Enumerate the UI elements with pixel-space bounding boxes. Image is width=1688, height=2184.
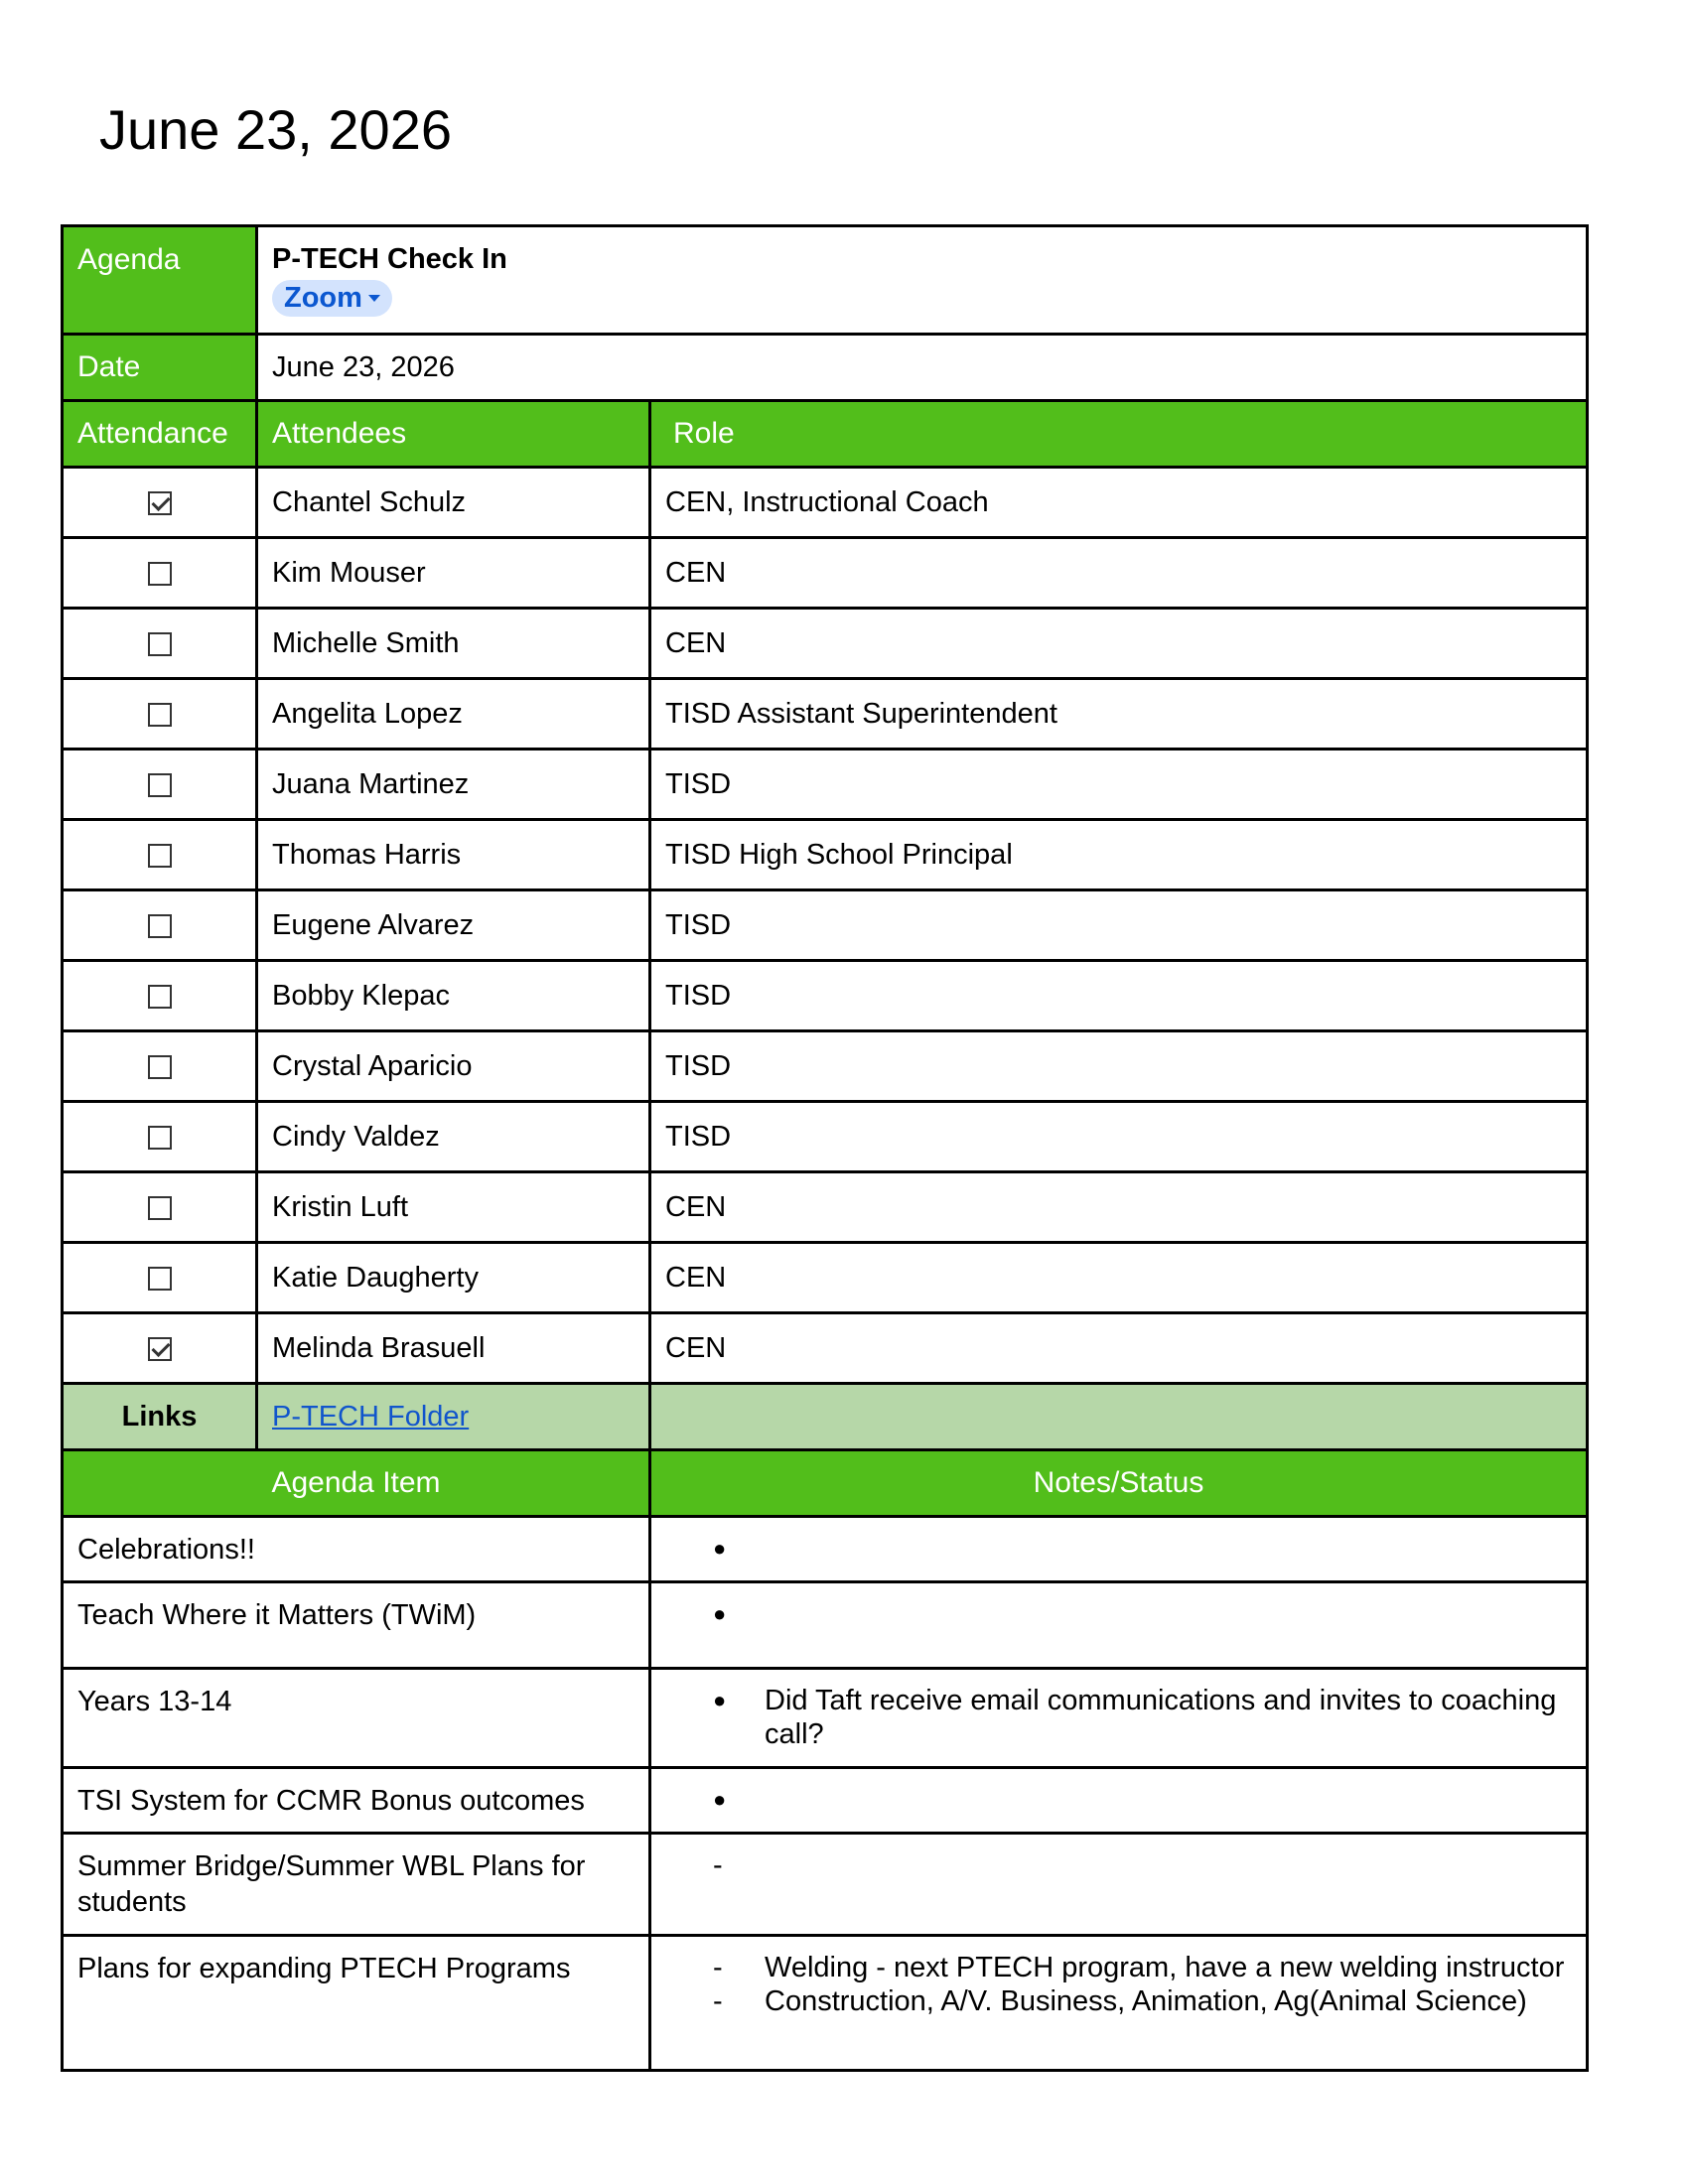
agenda-item-row — [63, 1582, 1588, 1669]
notes-list — [665, 1951, 1572, 2018]
attendance-cell — [63, 538, 257, 609]
agenda-label: Agenda — [63, 226, 257, 335]
links-empty-cell — [650, 1384, 1588, 1450]
agenda-item-label: Teach Where it Matters (TWiM) — [63, 1582, 650, 1669]
attendee-name: Michelle Smith — [257, 609, 650, 679]
attendance-cell — [63, 1243, 257, 1313]
attendance-cell — [63, 890, 257, 961]
attendee-row — [63, 609, 1588, 679]
attendance-cell — [63, 609, 257, 679]
bullet-icon: ● — [713, 1787, 727, 1812]
agenda-item-label: Summer Bridge/Summer WBL Plans for students — [63, 1834, 650, 1936]
attendee-role: CEN — [650, 1313, 1588, 1384]
agenda-item-row — [63, 1768, 1588, 1834]
checkbox-icon[interactable] — [148, 1055, 172, 1079]
attendance-cell — [63, 1313, 257, 1384]
attendance-header: Attendance — [63, 401, 257, 468]
note-item — [665, 1684, 1572, 1751]
attendance-header-row — [63, 401, 1588, 468]
page-title: June 23, 2026 — [99, 98, 452, 161]
checkbox-icon[interactable] — [148, 844, 172, 868]
agenda-item-notes — [650, 1517, 1588, 1582]
agenda-item-notes — [650, 1936, 1588, 2071]
agenda-row — [63, 226, 1588, 335]
agenda-item-row — [63, 1669, 1588, 1768]
attendee-role: CEN — [650, 1243, 1588, 1313]
note-item — [665, 1984, 1572, 2018]
agenda-item-notes — [650, 1768, 1588, 1834]
attendee-name: Thomas Harris — [257, 820, 650, 890]
attendee-row — [63, 961, 1588, 1031]
agenda-item-label: Celebrations!! — [63, 1517, 650, 1582]
attendee-name: Melinda Brasuell — [257, 1313, 650, 1384]
notes-list — [665, 1684, 1572, 1751]
links-cell — [257, 1384, 650, 1450]
attendee-role: TISD — [650, 1102, 1588, 1172]
checkbox-icon[interactable] — [148, 562, 172, 586]
attendee-role: TISD High School Principal — [650, 820, 1588, 890]
checkbox-icon[interactable] — [148, 1196, 172, 1220]
note-text: Did Taft receive email communications and invites to coaching call? — [765, 1685, 1557, 1750]
attendance-cell — [63, 750, 257, 820]
attendee-name: Chantel Schulz — [257, 468, 650, 538]
attendee-role: TISD Assistant Superintendent — [650, 679, 1588, 750]
attendee-row — [63, 1102, 1588, 1172]
agenda-item-notes — [650, 1582, 1588, 1669]
checked-checkbox-icon[interactable] — [148, 1337, 172, 1361]
date-value: June 23, 2026 — [257, 335, 1588, 401]
attendee-row — [63, 890, 1588, 961]
note-text: Construction, A/V. Business, Animation, Ag(Animal Science) — [765, 1985, 1527, 2017]
links-row — [63, 1384, 1588, 1450]
checkbox-icon[interactable] — [148, 914, 172, 938]
attendee-role: CEN, Instructional Coach — [650, 468, 1588, 538]
role-header: Role — [650, 401, 1588, 468]
attendee-role: TISD — [650, 1031, 1588, 1102]
date-row — [63, 335, 1588, 401]
links-label: Links — [63, 1384, 257, 1450]
note-text: Welding - next PTECH program, have a new welding instructor — [765, 1952, 1565, 1983]
attendee-row — [63, 820, 1588, 890]
chevron-down-icon — [368, 295, 380, 302]
agenda-item-notes — [650, 1834, 1588, 1936]
attendee-row — [63, 468, 1588, 538]
attendee-row — [63, 1313, 1588, 1384]
bullet-icon: ● — [713, 1688, 727, 1712]
zoom-chip[interactable] — [272, 280, 392, 317]
dash-icon: - — [713, 1952, 723, 1983]
items-header-row — [63, 1450, 1588, 1517]
zoom-chip-label: Zoom — [284, 282, 362, 314]
attendee-name: Crystal Aparicio — [257, 1031, 650, 1102]
note-item — [665, 1951, 1572, 1984]
agenda-item-header: Agenda Item — [63, 1450, 650, 1517]
attendee-role: TISD — [650, 750, 1588, 820]
agenda-item-label: Plans for expanding PTECH Programs — [63, 1936, 650, 2071]
checkbox-icon[interactable] — [148, 1267, 172, 1291]
attendee-name: Eugene Alvarez — [257, 890, 650, 961]
attendee-role: CEN — [650, 609, 1588, 679]
attendance-cell — [63, 1102, 257, 1172]
attendance-cell — [63, 961, 257, 1031]
checkbox-icon[interactable] — [148, 703, 172, 727]
attendee-row — [63, 679, 1588, 750]
dash-icon: - — [713, 1849, 723, 1881]
attendee-name: Katie Daugherty — [257, 1243, 650, 1313]
attendee-name: Juana Martinez — [257, 750, 650, 820]
agenda-item-row — [63, 1834, 1588, 1936]
agenda-title-cell — [257, 226, 1588, 335]
agenda-item-notes — [650, 1669, 1588, 1768]
attendees-header: Attendees — [257, 401, 650, 468]
checkbox-icon[interactable] — [148, 1126, 172, 1150]
agenda-item-row — [63, 1517, 1588, 1582]
agenda-item-label: TSI System for CCMR Bonus outcomes — [63, 1768, 650, 1834]
checkbox-icon[interactable] — [148, 632, 172, 656]
dash-icon: - — [713, 1985, 723, 2017]
attendee-name: Kristin Luft — [257, 1172, 650, 1243]
notes-status-header: Notes/Status — [650, 1450, 1588, 1517]
attendee-row — [63, 750, 1588, 820]
checkbox-icon[interactable] — [148, 773, 172, 797]
attendee-name: Cindy Valdez — [257, 1102, 650, 1172]
ptech-folder-link[interactable]: P-TECH Folder — [272, 1400, 470, 1433]
checked-checkbox-icon[interactable] — [148, 491, 172, 515]
checkbox-icon[interactable] — [148, 985, 172, 1009]
attendance-cell — [63, 468, 257, 538]
attendee-role: TISD — [650, 890, 1588, 961]
agenda-item-row — [63, 1936, 1588, 2071]
agenda-table — [61, 224, 1589, 2072]
agenda-title: P-TECH Check In — [272, 243, 507, 275]
attendance-cell — [63, 1031, 257, 1102]
bullet-icon: ● — [713, 1536, 727, 1561]
attendee-role: TISD — [650, 961, 1588, 1031]
attendee-name: Angelita Lopez — [257, 679, 650, 750]
attendee-role: CEN — [650, 538, 1588, 609]
attendee-role: CEN — [650, 1172, 1588, 1243]
attendee-name: Kim Mouser — [257, 538, 650, 609]
attendance-cell — [63, 679, 257, 750]
attendee-row — [63, 1243, 1588, 1313]
agenda-item-label: Years 13-14 — [63, 1669, 650, 1768]
attendance-cell — [63, 820, 257, 890]
attendee-row — [63, 538, 1588, 609]
attendee-row — [63, 1031, 1588, 1102]
date-label: Date — [63, 335, 257, 401]
attendance-cell — [63, 1172, 257, 1243]
attendee-name: Bobby Klepac — [257, 961, 650, 1031]
attendee-row — [63, 1172, 1588, 1243]
bullet-icon: ● — [713, 1601, 727, 1626]
